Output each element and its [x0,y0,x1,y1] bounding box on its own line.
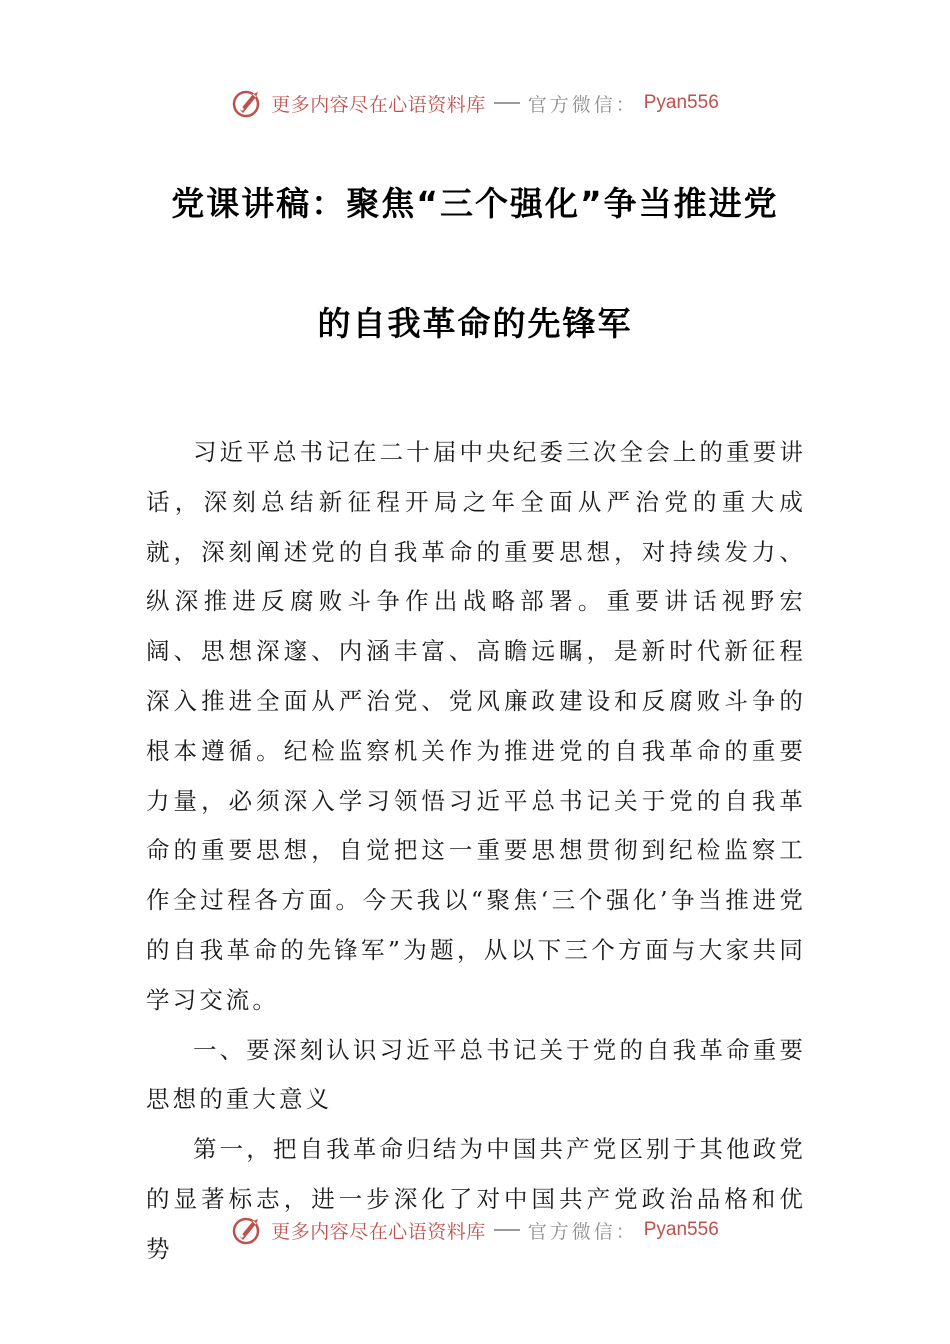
watermark-id: Pyan556 [643,92,719,113]
watermark-site-text: 更多内容尽在心语资料库 [271,93,486,116]
watermark-label: 官方微信： [527,1220,638,1243]
document-title-line-2: 的自我革命的先锋军 [317,304,633,343]
pen-nib-logo-icon [231,1213,265,1247]
document-title-line-1: 党课讲稿：聚焦“三个强化”争当推进党 [171,184,779,223]
watermark-label: 官方微信： [527,93,638,116]
watermark-id: Pyan556 [643,1219,719,1240]
watermark-site-text: 更多内容尽在心语资料库 [271,1220,486,1243]
watermark-separator [494,102,520,104]
document-body [146,428,806,1275]
watermark-separator [494,1229,520,1231]
pen-nib-logo-icon [231,86,265,120]
watermark-header [0,85,950,121]
section-heading: 一、要深刻认识习近平总书记关于党的自我革命重要思想的重大意义 [146,1035,806,1114]
body-paragraph: 第一，把自我革命归结为中国共产党区别于其他政党的显著标志，进一步深化了对中国共产党政治品格和优势 [146,1135,806,1263]
watermark-footer [0,1212,950,1248]
body-paragraph: 习近平总书记在二十届中央纪委三次全会上的重要讲话，深刻总结新征程开局之年全面从严治党的重大成就，深刻阐述党的自我革命的重要思想，对持续发力、纵深推进反腐败斗争作出战略部署。重要讲话视野宏阔、思想深邃、内涵丰富、高瞻远瞩，是新时代新征程深入推进全面从严治党、党风廉政建设和反腐败斗争的根本遵循。纪检监察机关作为推进党的自我革命的重要力量，必须深入学习领悟习近平总书记关于党的自我革命的重要思想，自觉把这一重要思想贯彻到纪检监察工作全过程各方面。今天我以“聚焦‘三个强化’争当推进党的自我革命的先锋军”为题，从以下三个方面与大家共同学习交流。 [146,438,806,1014]
